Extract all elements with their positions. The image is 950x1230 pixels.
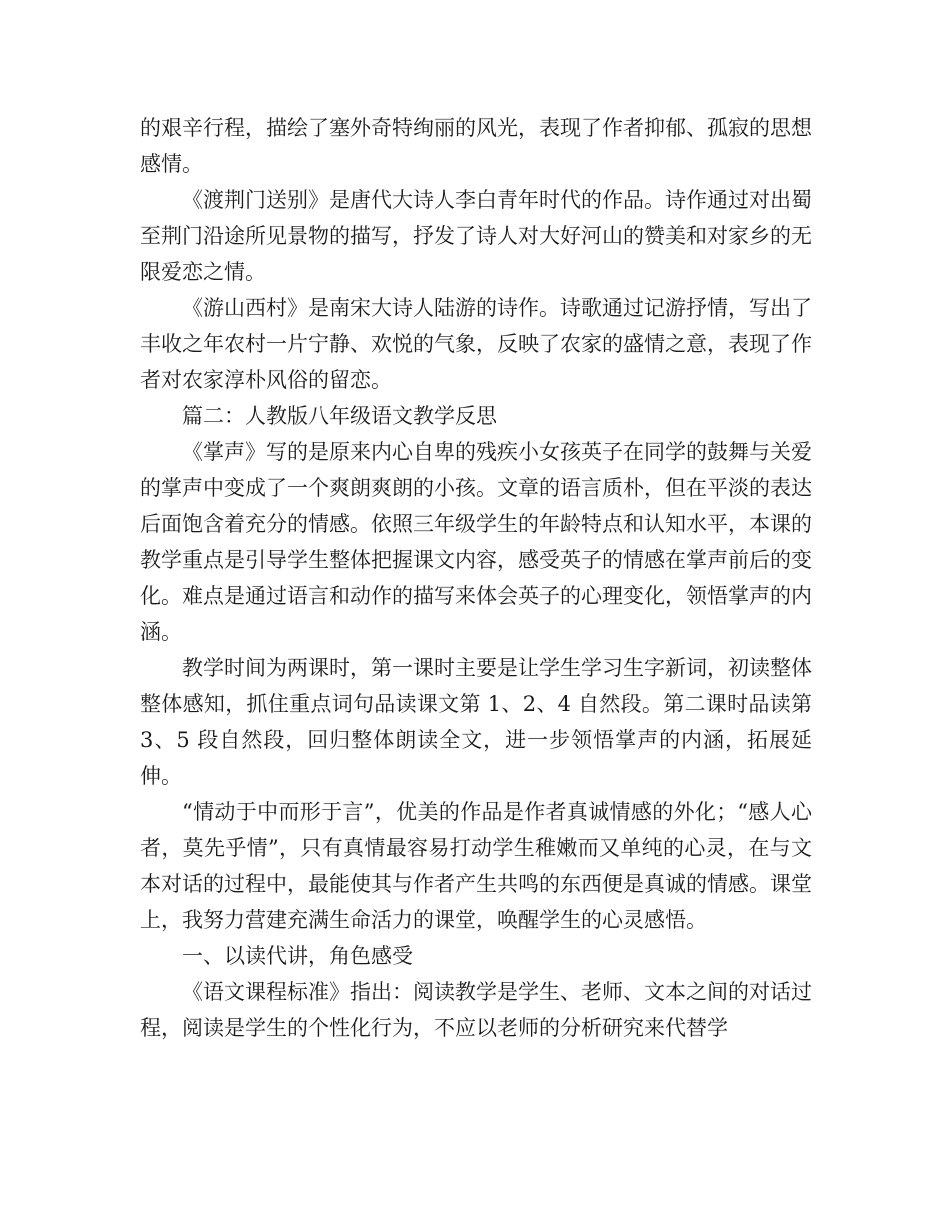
- paragraph-curriculum: 《语文课程标准》指出：阅读教学是学生、老师、文本之间的对话过程，阅读是学生的个性化行为，不应以老师的分析研究来代替学: [140, 980, 812, 1040]
- paragraph-zhangsheng: 《掌声》写的是原来内心自卑的残疾小女孩英子在同学的鼓舞与关爱的掌声中变成了一个爽朗爽朗的小孩。文章的语言质朴，但在平淡的表达后面饱含着充分的情感。依照三年级学生的年龄特点和认知水平，本课的教学重点是引导学生整体把握课文内容，感受英子的情感在掌声前后的变化。难点是通过语言和动作的描写来体会英子的心理变化，领悟掌声的内涵。: [140, 440, 812, 644]
- paragraph-dujingmen: 《渡荆门送别》是唐代大诗人李白青年时代的作品。诗作通过对出蜀至荆门沿途所见景物的描写，抒发了诗人对大好河山的赞美和对家乡的无限爱恋之情。: [140, 188, 812, 284]
- subheading-reading: 一、以读代讲，角色感受: [182, 944, 413, 968]
- document-page: [140, 110, 812, 1046]
- section-heading: 篇二：人教版八年级语文教学反思: [182, 404, 497, 428]
- paragraph-teaching-time: 教学时间为两课时，第一课时主要是让学生学习生字新词，初读整体整体感知，抓住重点词句品读课文第 1、2、4 自然段。第二课时品读第 3、5 段自然段，回归整体朗读全文，进一步领悟掌声的内涵，拓展延伸。: [140, 656, 812, 788]
- paragraph-continued: 的艰辛行程，描绘了塞外奇特绚丽的风光，表现了作者抑郁、孤寂的思想感情。: [140, 116, 812, 176]
- paragraph-emotion: “情动于中而形于言”，优美的作品是作者真诚情感的外化；“感人心者，莫先乎情”，只有真情最容易打动学生稚嫩而又单纯的心灵，在与文本对话的过程中，最能使其与作者产生共鸣的东西便是真诚的情感。课堂上，我努力营建充满生命活力的课堂，唤醒学生的心灵感悟。: [140, 800, 812, 932]
- paragraph-youshanxicun: 《游山西村》是南宋大诗人陆游的诗作。诗歌通过记游抒情，写出了丰收之年农村一片宁静、欢悦的气象，反映了农家的盛情之意，表现了作者对农家淳朴风俗的留恋。: [140, 296, 812, 392]
